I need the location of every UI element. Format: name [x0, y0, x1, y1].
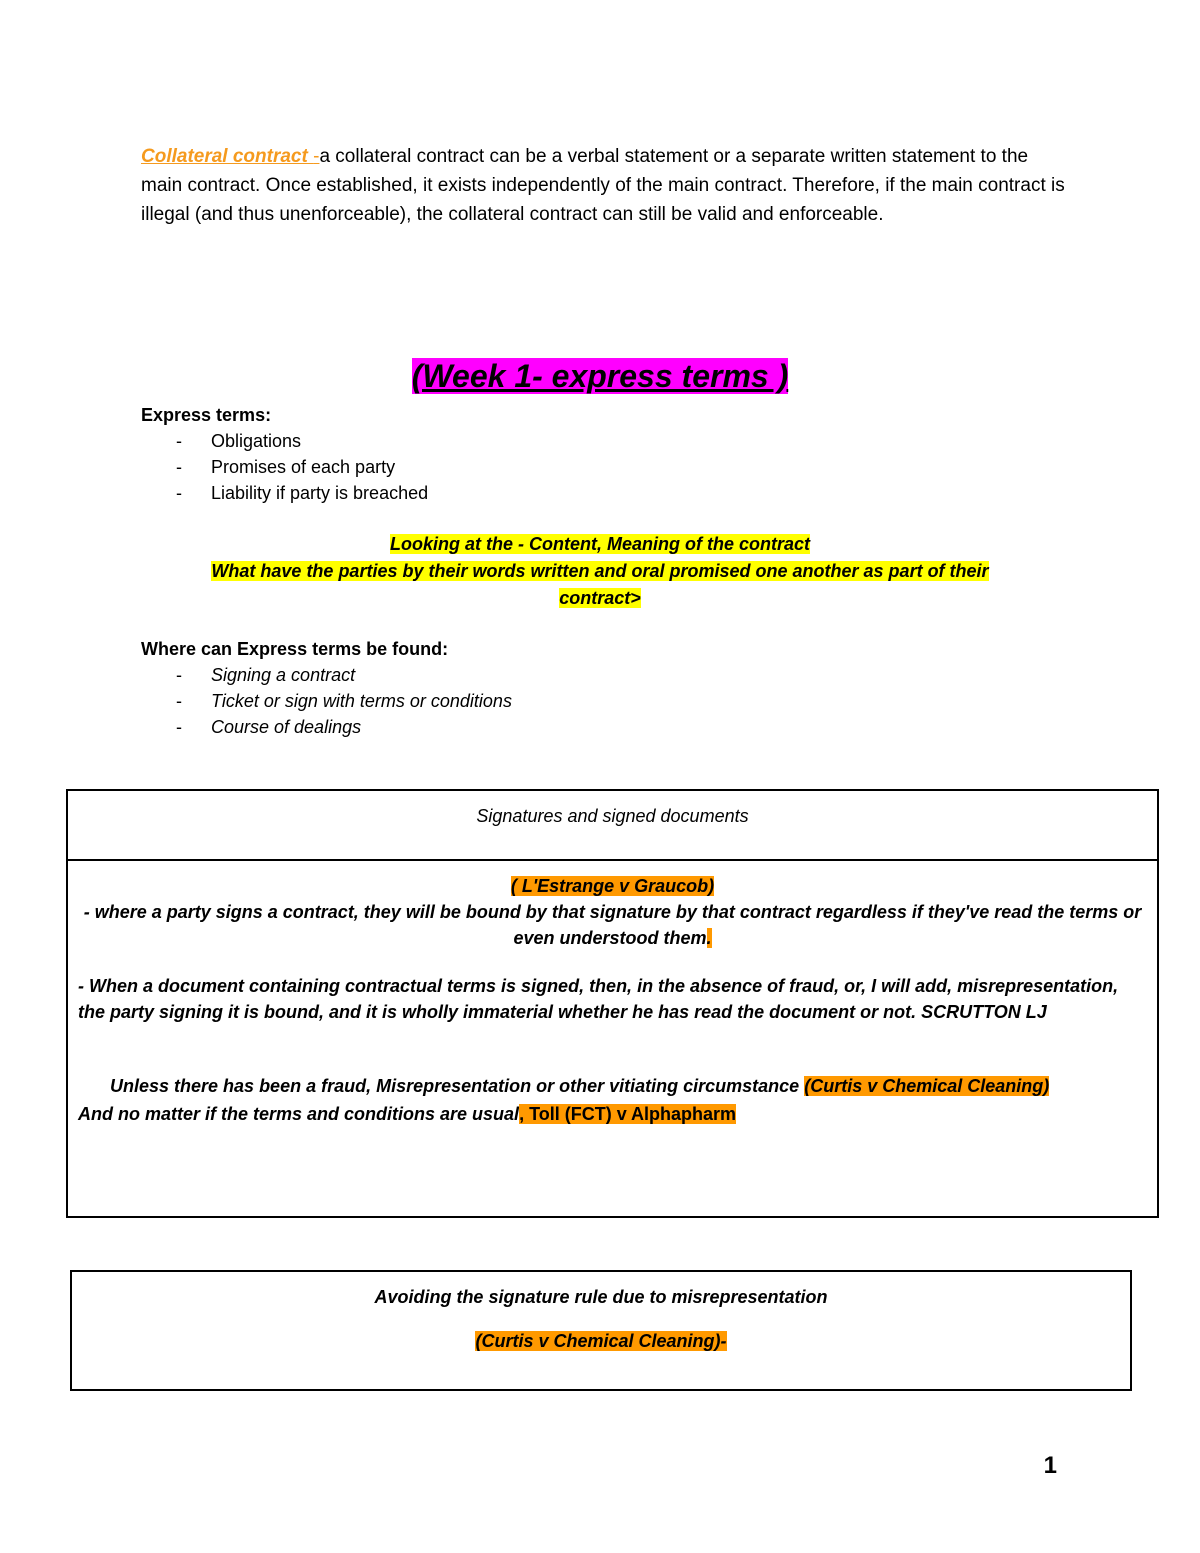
week-heading: [0, 358, 1200, 395]
week-heading-text: (Week 1- express terms ): [411, 358, 789, 394]
curtis-case-highlight: (Curtis v Chemical Cleaning): [804, 1076, 1050, 1096]
parties-question-highlight: [170, 558, 1030, 612]
signatures-table-body: [68, 861, 1157, 1127]
page-number: 1: [1043, 1452, 1057, 1479]
lestrange-case: ( L'Estrange v Graucob): [510, 876, 715, 896]
highlight-line-1: Looking at the - Content, Meaning of the contract: [390, 534, 810, 554]
avoiding-signature-title: Avoiding the signature rule due to misrepresentation: [374, 1287, 828, 1307]
list-item: - Ticket or sign with terms or conditions: [176, 691, 512, 711]
intro-text: a collateral contract can be a verbal statement or a separate written statement to the main contract. Once established, it exists independently of the main contract. Therefore, if the main contract is illegal (and thus unenforceable), the collateral contract can still be valid and enforceable.: [141, 146, 1065, 225]
curtis-case-line: (Curtis v Chemical Cleaning)-: [475, 1331, 727, 1351]
signature-rule-point: - where a party signs a contract, they will be bound by that signature by that contract regardless if they've read the terms or even understood them.: [83, 902, 1142, 948]
list-item: - Signing a contract: [176, 665, 356, 685]
unless-fraud-line: Unless there has been a fraud, Misrepresentation or other vitiating circumstance (Curtis v Chemical Cleaning): [110, 1076, 1050, 1096]
collateral-contract-term: Collateral contract: [141, 146, 314, 167]
express-terms-section: [141, 402, 428, 506]
no-matter-line: And no matter if the terms and conditions are usual, Toll (FCT) v Alphapharm: [78, 1104, 737, 1124]
express-terms-list: [141, 428, 428, 506]
intro-paragraph: [141, 142, 1071, 229]
where-found-list: [141, 662, 512, 740]
highlight-line-2: What have the parties by their words written and oral promised one another as part of their contract>: [211, 561, 989, 608]
scrutton-quote: - When a document containing contractual terms is signed, then, in the absence of fraud, or, I will add, misrepresentation, the party signing it is bound, and it is wholly immaterial whether he has read the document or not. SCRUTTON LJ: [78, 976, 1119, 1022]
list-item: - Promises of each party: [176, 457, 396, 477]
express-terms-heading: Express terms:: [141, 405, 272, 425]
where-found-section: [141, 636, 512, 740]
content-meaning-highlight: [0, 531, 1200, 558]
avoiding-signature-table: [70, 1270, 1132, 1391]
signatures-table: [66, 789, 1159, 1218]
where-found-heading: Where can Express terms be found:: [141, 639, 449, 659]
toll-case-highlight: , Toll (FCT) v Alphapharm: [519, 1104, 737, 1124]
intro-dash: -: [313, 146, 320, 167]
list-item: - Course of dealings: [176, 717, 362, 737]
list-item: - Liability if party is breached: [176, 483, 429, 503]
list-item: - Obligations: [176, 431, 302, 451]
signatures-table-title: Signatures and signed documents: [68, 791, 1157, 861]
